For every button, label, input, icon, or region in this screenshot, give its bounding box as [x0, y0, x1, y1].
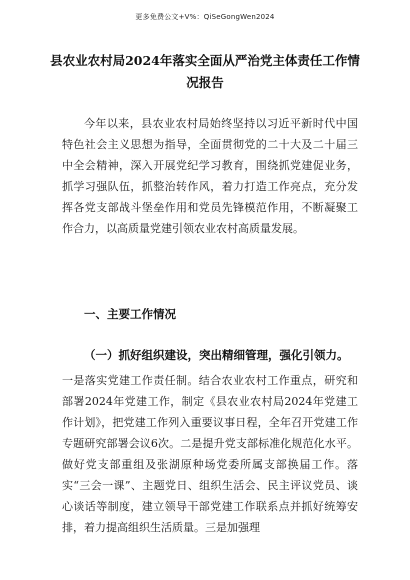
section-heading: 一、主要工作情况 — [84, 307, 176, 321]
body-paragraph: 一是落实党建工作责任制。结合农业农村工作重点，研究和部署2024年党建工作，制定《县农业农村局2024年党建工作计划》，把党建工作列入重要议事日程，全年召开党建工作专题研究部署会议6次。二是提升党支部标准化规范化水平。做好党支部重组及张湖原种场党委所属支部换届工作。落实“三会一课”、主题党日、组织生活会、民主评议党员、谈心谈话等制度，建立领导干部党建工作联系点并抓好统筹安排，着力提高组织生活质量。三是加强理 — [62, 374, 358, 534]
header-note: 更多免费公文+V%：QiSeGongWen2024 — [135, 13, 275, 21]
document-title: 县农业农村局2024年落实全面从严治党主体责任工作情况报告 — [50, 53, 360, 90]
intro-paragraph: 今年以来，县农业农村局始终坚持以习近平新时代中国特色社会主义思想为指导，全面贯彻党的二十大及二十届三中全会精神，深入开展党纪学习教育，围绕抓党建促业务，抓学习强队伍，抓整治转作风，着力打造工作亮点，充分发挥各党支部战斗堡垒作用和党员先锋模范作用，不断凝聚工作合力，以高质量党建引领农业农村高质量发展。 — [62, 117, 358, 235]
subsection-heading: （一）抓好组织建设，突出精细管理，强化引领力。 — [84, 348, 349, 362]
